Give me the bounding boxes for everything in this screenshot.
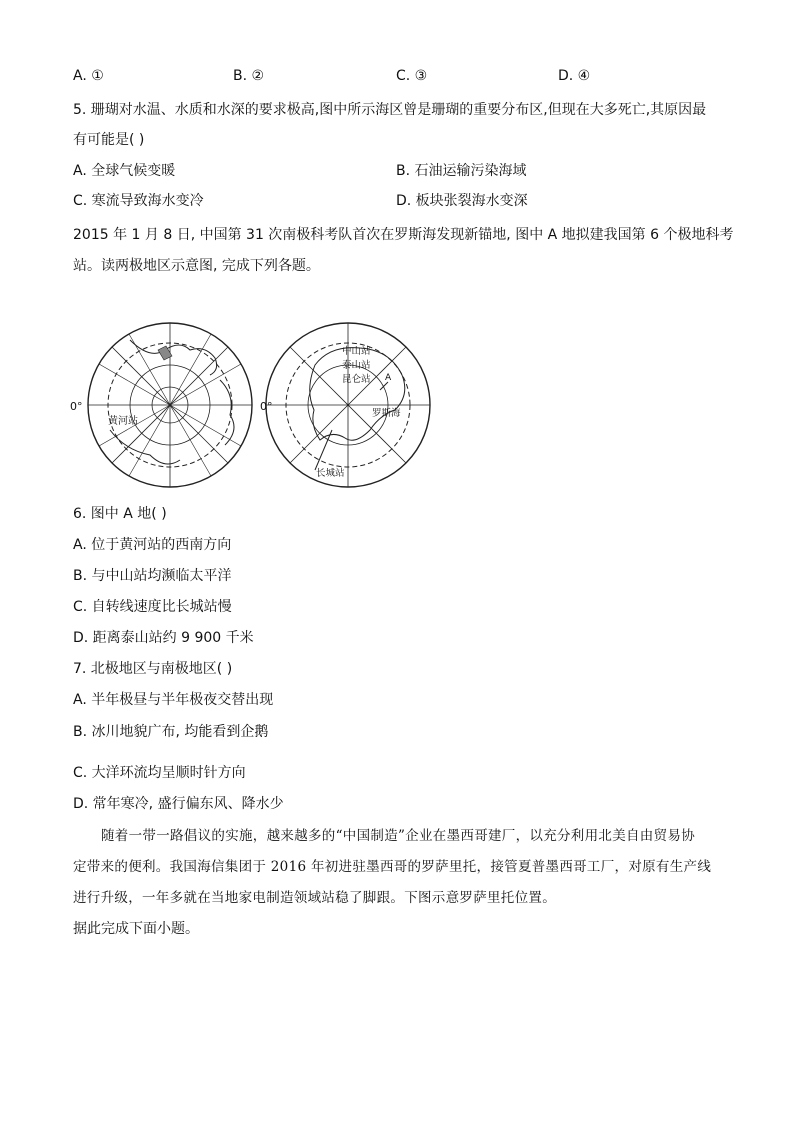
q4-option-c: C. ③	[396, 68, 428, 84]
station-taishan: 泰山站	[342, 360, 371, 371]
point-a-label: A	[385, 373, 392, 383]
q7-stem: 7. 北极地区与南极地区( )	[73, 661, 233, 677]
intro-line1: 2015 年 1 月 8 日, 中国第 31 次南极科考队首次在罗斯海发现新锚地, 图中 A 地拟建我国第 6 个极地科考	[73, 227, 734, 243]
q7-option-a: A. 半年极昼与半年极夜交替出现	[73, 692, 274, 708]
passage-line3: 进行升级，一年多就在当地家电制造领域站稳了脚跟。下图示意罗萨里托位置。	[73, 890, 556, 906]
station-kunlun: 昆仑站	[342, 374, 371, 385]
q5-stem-line2: 有可能是( )	[73, 132, 145, 148]
q6-option-c: C. 自转线速度比长城站慢	[73, 599, 232, 615]
passage-line2: 定带来的便利。我国海信集团于 2016 年初进驻墨西哥的罗萨里托，接管夏普墨西哥工厂，对原有生产线	[73, 859, 712, 875]
q4-option-a: A. ①	[73, 68, 104, 84]
station-zhongshan: 中山站	[342, 346, 371, 357]
q6-option-b: B. 与中山站均濒临太平洋	[73, 568, 232, 584]
q6-option-a: A. 位于黄河站的西南方向	[73, 537, 232, 553]
q4-option-b: B. ②	[233, 68, 265, 84]
ross-sea-label: 罗斯海	[372, 408, 401, 419]
polar-maps-figure	[70, 320, 450, 490]
q5-stem-line1: 5. 珊瑚对水温、水质和水深的要求极高,图中所示海区曾是珊瑚的重要分布区,但现在大多死亡,其原因最	[73, 102, 707, 118]
q6-option-d: D. 距离泰山站约 9 900 千米	[73, 630, 254, 646]
station-changcheng: 长城站	[316, 468, 345, 479]
q5-option-c: C. 寒流导致海水变冷	[73, 193, 204, 209]
q5-option-b: B. 石油运输污染海域	[396, 163, 527, 179]
passage-line1: 随着一带一路倡议的实施，越来越多的“中国制造”企业在墨西哥建厂，以充分利用北美自由贸易协	[101, 828, 696, 844]
left-lon-label: 0°	[70, 400, 83, 413]
q4-option-d: D. ④	[558, 68, 591, 84]
intro-line2: 站。读两极地区示意图, 完成下列各题。	[73, 258, 320, 274]
right-lon-label: 0°	[260, 400, 273, 413]
arctic-map	[88, 323, 252, 487]
q6-stem: 6. 图中 A 地( )	[73, 506, 167, 522]
q7-option-d: D. 常年寒冷, 盛行偏东风、降水少	[73, 796, 284, 812]
q5-option-d: D. 板块张裂海水变深	[396, 193, 528, 209]
passage-line4: 据此完成下面小题。	[73, 921, 199, 937]
q7-option-c: C. 大洋环流均呈顺时针方向	[73, 765, 246, 781]
q5-option-a: A. 全球气候变暖	[73, 163, 176, 179]
left-station-label: 黄河站	[108, 416, 138, 427]
q7-option-b: B. 冰川地貌广布, 均能看到企鹅	[73, 724, 269, 740]
